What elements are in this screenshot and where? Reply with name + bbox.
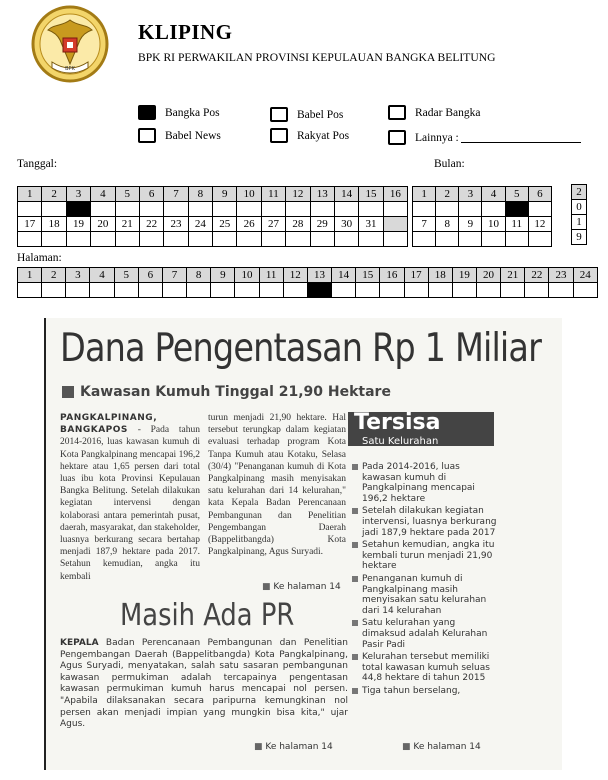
- page-number-cell: 11: [259, 268, 283, 283]
- day-number-cell: 27: [261, 217, 285, 232]
- source-label-babel-news: Babel News: [165, 129, 221, 142]
- page-number-cell: 10: [235, 268, 259, 283]
- day-number-cell: 11: [261, 187, 285, 202]
- sidebar-title: Tersisa: [354, 410, 441, 435]
- page-number-cell: 18: [428, 268, 452, 283]
- day-mark-cell: [383, 202, 407, 217]
- month-mark-cell: [528, 202, 551, 217]
- continued-note-2: ■ Ke halaman 14: [254, 742, 333, 752]
- day-mark-cell: [383, 232, 407, 247]
- day-number-cell: 21: [115, 217, 139, 232]
- month-mark-cell: [413, 202, 436, 217]
- page-number-cell: 23: [549, 268, 573, 283]
- day-number-cell: 7: [164, 187, 188, 202]
- page-number-cell: 7: [162, 268, 186, 283]
- month-mark-cell-selected: [505, 202, 528, 217]
- clipping-headline: Dana Pengentasan Rp 1 Miliar: [60, 326, 542, 371]
- day-number-cell: 17: [18, 217, 42, 232]
- source-lainnya[interactable]: [388, 130, 581, 145]
- page-mark-cell: [18, 283, 42, 298]
- day-mark-cell: [164, 202, 188, 217]
- page-mark-cell: [356, 283, 380, 298]
- day-number-cell: 6: [139, 187, 163, 202]
- day-number-cell: 13: [310, 187, 334, 202]
- section-title: Masih Ada PR: [120, 598, 295, 633]
- month-mark-cell: [436, 232, 459, 247]
- month-mark-cell: [436, 202, 459, 217]
- lainnya-input-line[interactable]: [461, 133, 581, 143]
- day-mark-cell: [139, 232, 163, 247]
- day-mark-cell: [286, 232, 310, 247]
- day-mark-cell: [359, 232, 383, 247]
- month-mark-cell: [482, 232, 505, 247]
- page-mark-cell: [187, 283, 211, 298]
- page-mark-cell: [428, 283, 452, 298]
- news-clipping: [44, 318, 562, 770]
- day-number-cell: 1: [18, 187, 42, 202]
- day-mark-cell: [91, 202, 115, 217]
- day-number-cell: 18: [42, 217, 66, 232]
- month-number-cell: 2: [436, 187, 459, 202]
- day-mark-cell: [237, 202, 261, 217]
- day-number-cell: 12: [286, 187, 310, 202]
- page-mark-cell: [525, 283, 549, 298]
- page-number-cell: 12: [283, 268, 307, 283]
- day-number-cell: 2: [42, 187, 66, 202]
- day-empty-cell: [383, 217, 407, 232]
- sidebar-list-item: Setelah dilakukan kegiatan intervensi, luasnya berkurang jadi 187,9 hektare pada 2017: [352, 506, 498, 538]
- month-mark-cell: [459, 232, 482, 247]
- page-mark-cell: [235, 283, 259, 298]
- bpk-emblem-logo: [30, 4, 110, 90]
- page-mark-cell: [114, 283, 138, 298]
- day-mark-cell: [261, 232, 285, 247]
- bulan-label: Bulan:: [434, 158, 465, 170]
- day-number-cell: 14: [334, 187, 358, 202]
- day-mark-cell: [115, 232, 139, 247]
- day-mark-cell: [42, 232, 66, 247]
- checkbox-bangka-pos[interactable]: [138, 105, 156, 120]
- source-label-lainnya: Lainnya :: [415, 131, 459, 144]
- article-col1-text: - Pada tahun 2014-2016, luas kawasan kumuh di Kota Pangkalpinang mencapai 196,2 hektare atau 1,65 persen dari total luas ibu kota Provinsi Kepulauan Bangka Belitung. Setelah dilakukan kegiatan intervensi dengan kolaborasi antara pemerintah pusat, daerah, masyarakat, dan stakeholder, luasnya berkurang secara bertahap menjadi 187,9 hektare pada 2017. Setahun kemudian, angka itu kembali: [60, 425, 200, 582]
- day-number-cell: 3: [66, 187, 90, 202]
- logo-banner-text: BPK: [65, 66, 75, 72]
- day-number-cell: 25: [213, 217, 237, 232]
- day-mark-cell: [310, 232, 334, 247]
- day-number-cell: 16: [383, 187, 407, 202]
- month-mark-cell: [482, 202, 505, 217]
- checkbox-babel-news[interactable]: [138, 128, 156, 143]
- day-mark-cell: [359, 202, 383, 217]
- sidebar-list-item: Satu kelurahan yang dimaksud adalah Kelurahan Pasir Padi: [352, 618, 498, 650]
- sidebar-list-item: Penanganan kumuh di Pangkalpinang masih menyisakan satu kelurahan dari 14 kelurahan: [352, 574, 498, 616]
- page-number-cell: 22: [525, 268, 549, 283]
- page-mark-cell: [162, 283, 186, 298]
- month-mark-cell: [528, 232, 551, 247]
- month-number-cell: 9: [459, 217, 482, 232]
- page-mark-cell: [452, 283, 476, 298]
- continued-note-3: ■ Ke halaman 14: [402, 742, 481, 752]
- month-number-cell: 1: [413, 187, 436, 202]
- day-number-cell: 24: [188, 217, 212, 232]
- article-lead-word: KEPALA: [60, 638, 99, 648]
- day-number-cell: 5: [115, 187, 139, 202]
- page-number-cell: 3: [66, 268, 90, 283]
- checkbox-lainnya[interactable]: [388, 130, 406, 145]
- year-digit-cell: 9: [572, 230, 587, 245]
- article-column-3: [60, 638, 348, 731]
- page-subtitle: BPK RI PERWAKILAN PROVINSI KEPULAUAN BANGKA BELITUNG: [138, 51, 496, 64]
- page-number-cell: 17: [404, 268, 428, 283]
- page-mark-cell: [66, 283, 90, 298]
- day-mark-cell: [334, 202, 358, 217]
- page-mark-cell: [549, 283, 573, 298]
- month-mark-cell: [505, 232, 528, 247]
- page-mark-cell: [332, 283, 356, 298]
- day-number-cell: 20: [91, 217, 115, 232]
- page-number-cell: 20: [476, 268, 500, 283]
- page-number-cell: 19: [452, 268, 476, 283]
- source-label-babel-pos: Babel Pos: [297, 108, 344, 121]
- page-mark-cell: [283, 283, 307, 298]
- month-number-cell: 4: [482, 187, 505, 202]
- day-mark-cell: [42, 202, 66, 217]
- sidebar-list-item: Tiga tahun berselang,: [352, 686, 498, 697]
- page-number-cell: 4: [90, 268, 114, 283]
- page-mark-cell: [138, 283, 162, 298]
- page-number-cell: 9: [211, 268, 235, 283]
- source-label-bangka-pos: Bangka Pos: [165, 106, 220, 119]
- day-mark-cell: [188, 232, 212, 247]
- page-number-cell: 6: [138, 268, 162, 283]
- month-number-cell: 10: [482, 217, 505, 232]
- day-mark-cell: [18, 232, 42, 247]
- tanggal-label: Tanggal:: [17, 158, 58, 170]
- page-number-cell: 16: [380, 268, 404, 283]
- continued-note-1: ■ Ke halaman 14: [262, 582, 341, 592]
- page-number-cell: 15: [356, 268, 380, 283]
- source-label-rakyat-pos: Rakyat Pos: [297, 129, 350, 142]
- page-number-cell: 8: [187, 268, 211, 283]
- page-mark-cell: [404, 283, 428, 298]
- page-number-cell: 5: [114, 268, 138, 283]
- day-number-cell: 26: [237, 217, 261, 232]
- page-mark-cell: [42, 283, 66, 298]
- page-mark-cell-selected: [307, 283, 331, 298]
- day-number-cell: 31: [359, 217, 383, 232]
- day-mark-cell: [286, 202, 310, 217]
- day-number-cell: 29: [310, 217, 334, 232]
- day-number-cell: 4: [91, 187, 115, 202]
- month-number-cell: 11: [505, 217, 528, 232]
- halaman-label: Halaman:: [17, 252, 62, 264]
- day-mark-cell: [115, 202, 139, 217]
- page-grid: [17, 267, 598, 298]
- source-babel-pos[interactable]: [270, 107, 343, 122]
- day-mark-cell: [164, 232, 188, 247]
- day-mark-cell: [66, 232, 90, 247]
- checkbox-babel-pos[interactable]: [270, 107, 288, 122]
- sidebar-subtitle: Satu Kelurahan: [362, 436, 439, 447]
- source-babel-news[interactable]: [138, 128, 221, 143]
- day-number-cell: 9: [213, 187, 237, 202]
- page-number-cell: 2: [42, 268, 66, 283]
- source-label-radar-bangka: Radar Bangka: [415, 106, 481, 119]
- month-number-cell: 6: [528, 187, 551, 202]
- day-mark-cell: [334, 232, 358, 247]
- day-number-cell: 22: [139, 217, 163, 232]
- source-radar-bangka[interactable]: [388, 105, 480, 120]
- month-number-cell: 3: [459, 187, 482, 202]
- month-number-cell: 5: [505, 187, 528, 202]
- year-digit-cell: 0: [572, 200, 587, 215]
- page-title: KLIPING: [138, 20, 233, 44]
- page-mark-cell: [259, 283, 283, 298]
- day-mark-cell: [261, 202, 285, 217]
- month-number-cell: 8: [436, 217, 459, 232]
- day-mark-cell: [188, 202, 212, 217]
- day-number-cell: 30: [334, 217, 358, 232]
- day-mark-cell: [91, 232, 115, 247]
- day-number-cell: 28: [286, 217, 310, 232]
- year-digit-cell: 2: [572, 185, 587, 200]
- page-mark-cell: [501, 283, 525, 298]
- clipping-subheadline: [62, 384, 391, 400]
- month-number-cell: 7: [413, 217, 436, 232]
- year-digit-cell: 1: [572, 215, 587, 230]
- sidebar-list-item: Pada 2014-2016, luas kawasan kumuh di Pangkalpinang mencapai 196,2 hektare: [352, 462, 498, 504]
- month-mark-cell: [459, 202, 482, 217]
- day-number-cell: 10: [237, 187, 261, 202]
- clipping-subheadline-text: Kawasan Kumuh Tinggal 21,90 Hektare: [80, 384, 391, 400]
- day-mark-cell: [213, 202, 237, 217]
- article-col3-text: Badan Perencanaan Pembangunan dan Penelitian Pengembangan Daerah (Bappelitbangda) Kota Pangkalpinang, Agus Suryadi, menyatakan, salah satu sasaran pembangunan kawasan permukiman adalah tercapainya pengentasan kawasan permukiman kumuh harus mencapai nol persen. "Apabila dilaksanakan secara paripurna kemungkinan nol persen akan menjadi impian yang mungkin bisa kita," ujar Agus.: [60, 638, 348, 730]
- month-grid: [412, 186, 552, 247]
- day-number-cell: 8: [188, 187, 212, 202]
- page-number-cell: 14: [332, 268, 356, 283]
- page-number-cell: 1: [18, 268, 42, 283]
- bullet-square-icon: [62, 386, 74, 398]
- month-number-cell: 12: [528, 217, 551, 232]
- page-number-cell: 24: [573, 268, 597, 283]
- month-mark-cell: [413, 232, 436, 247]
- checkbox-rakyat-pos[interactable]: [270, 128, 288, 143]
- article-dateline: PANGKALPINANG, BANGKAPOS: [60, 413, 158, 436]
- article-column-1: [60, 412, 200, 583]
- source-bangka-pos[interactable]: [138, 105, 220, 120]
- day-mark-cell: [18, 202, 42, 217]
- day-number-cell: 23: [164, 217, 188, 232]
- page-mark-cell: [90, 283, 114, 298]
- day-number-cell: 15: [359, 187, 383, 202]
- day-mark-cell: [139, 202, 163, 217]
- page-mark-cell: [476, 283, 500, 298]
- source-rakyat-pos[interactable]: [270, 128, 349, 143]
- day-number-cell: 19: [66, 217, 90, 232]
- page-number-cell: 13: [307, 268, 331, 283]
- year-grid: [571, 184, 587, 245]
- sidebar-list-item: Kelurahan tersebut memiliki total kawasan kumuh seluas 44,8 hektare di tahun 2015: [352, 652, 498, 684]
- page-number-cell: 21: [501, 268, 525, 283]
- sidebar-list: [352, 462, 498, 698]
- day-mark-cell-selected: [66, 202, 90, 217]
- day-grid: [17, 186, 408, 247]
- day-mark-cell: [213, 232, 237, 247]
- sidebar-list-item: Setahun kemudian, angka itu kembali turun menjadi 21,90 hektare: [352, 540, 498, 572]
- page-mark-cell: [380, 283, 404, 298]
- article-col2-text: turun menjadi 21,90 hektare. Hal tersebut terungkap dalam kegiatan evaluasi terhadap program Kota Tanpa Kumuh atau Kotaku, Selasa (30/4) "Penanganan kumuh di Kota Pangkalpinang masih menyisakan satu kelurahan dari 14 kelurahan," kata Kepala Badan Perencanaan Pembangunan dan Penelitian Pengembangan Daerah (Bappelitbangda) Kota Pangkalpinang, Agus Suryadi.: [208, 413, 346, 558]
- day-mark-cell: [310, 202, 334, 217]
- day-mark-cell: [237, 232, 261, 247]
- page-mark-cell: [573, 283, 597, 298]
- article-column-2: [208, 412, 346, 558]
- page-mark-cell: [211, 283, 235, 298]
- checkbox-radar-bangka[interactable]: [388, 105, 406, 120]
